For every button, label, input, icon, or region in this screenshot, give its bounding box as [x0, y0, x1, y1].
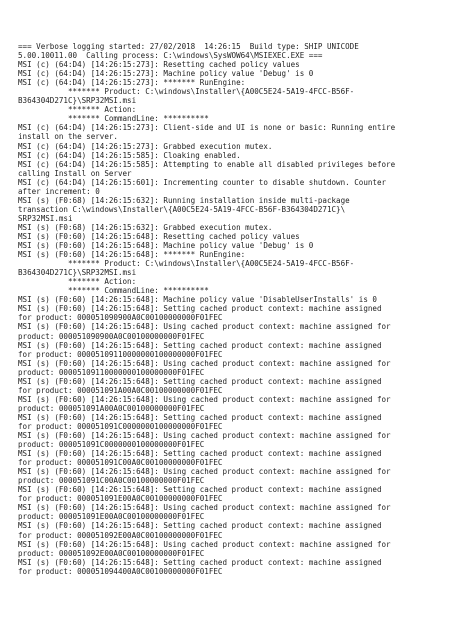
log-line: product: 000051091A00A0C00100000000F01FEC: [18, 403, 205, 413]
log-line: ******* CommandLine: **********: [18, 286, 209, 296]
log-line: MSI (s) (F0:60) [14:26:15:648]: Machine policy value 'DisableUserInstalls' is 0: [18, 295, 377, 305]
log-line: MSI (c) (64:D4) [14:26:15:273]: Grabbed execution mutex.: [18, 141, 273, 151]
log-line: MSI (s) (F0:60) [14:26:15:648]: Setting cached product context: machine assigned: [18, 376, 382, 386]
log-line: ******* CommandLine: **********: [18, 114, 209, 124]
log-line: MSI (c) (64:D4) [14:26:15:273]: Client-side and UI is none or basic: Running entire: [18, 123, 396, 133]
log-line: transaction C:\windows\Installer\{A00C5E24-5A19-4FCC-B56F-B364304D271C}\: [18, 204, 346, 214]
log-line: MSI (s) (F0:68) [14:26:15:632]: Grabbed execution mutex.: [18, 222, 273, 232]
log-line: MSI (s) (F0:60) [14:26:15:648]: Setting cached product context: machine assigned: [18, 340, 382, 350]
log-line: MSI (c) (64:D4) [14:26:15:601]: Incrementing counter to disable shutdown. Counter: [18, 177, 387, 187]
log-line: calling Install on Server: [18, 168, 132, 178]
log-line: === Verbose logging started: 27/02/2018 14:26:15 Build type: SHIP UNICODE: [18, 42, 359, 51]
log-line: MSI (s) (F0:60) [14:26:15:648]: Using cached product context: machine assigned for: [18, 539, 391, 549]
log-line: MSI (s) (F0:60) [14:26:15:648]: Using cached product context: machine assigned for: [18, 431, 391, 441]
log-line: MSI (c) (64:D4) [14:26:15:273]: ******* RunEngine:: [18, 78, 246, 88]
log-line: for product: 000051092E00A0C00100000000F01FEC: [18, 530, 223, 540]
log-line: ******* Product: C:\windows\Installer\{A00C5E24-5A19-4FCC-B56F-: [18, 259, 355, 269]
log-line: product: 000051091C0000000100000000F01FEC: [18, 440, 205, 450]
log-line: MSI (c) (64:D4) [14:26:15:585]: Cloaking enabled.: [18, 150, 241, 160]
log-line: install on the server.: [18, 132, 118, 142]
log-line: for product: 000051090900A0C00100000000F01FEC: [18, 313, 223, 323]
log-line: ******* Action:: [18, 105, 137, 115]
log-line: MSI (s) (F0:60) [14:26:15:648]: Using cached product context: machine assigned for: [18, 358, 391, 368]
verbose-log-text: [18, 42, 458, 576]
log-line: MSI (s) (F0:60) [14:26:15:648]: Using cached product context: machine assigned for: [18, 322, 391, 332]
log-line: for product: 000051094400A0C00100000000F01FEC: [18, 566, 223, 576]
log-line: 5.00.10011.00 Calling process: C:\windows\SysWOW64\MSIEXEC.EXE ===: [18, 51, 323, 61]
log-line: B364304D271C}\SRP32MSI.msi: [18, 96, 137, 106]
log-line: MSI (s) (F0:68) [14:26:15:632]: Running installation inside multi-package: [18, 195, 350, 205]
log-line: MSI (s) (F0:60) [14:26:15:648]: Using cached product context: machine assigned for: [18, 467, 391, 477]
log-line: for product: 000051091C0000000100000000F01FEC: [18, 421, 223, 431]
log-line: for product: 000051091A00A0C00100000000F01FEC: [18, 385, 223, 395]
log-line: MSI (s) (F0:60) [14:26:15:648]: Using cached product context: machine assigned for: [18, 503, 391, 513]
log-line: MSI (s) (F0:60) [14:26:15:648]: Setting cached product context: machine assigned: [18, 521, 382, 531]
log-line: MSI (s) (F0:60) [14:26:15:648]: Setting cached product context: machine assigned: [18, 449, 382, 459]
log-line: product: 000051090900A0C00100000000F01FEC: [18, 331, 205, 341]
log-line: MSI (s) (F0:60) [14:26:15:648]: ******* RunEngine:: [18, 250, 246, 260]
log-line: MSI (c) (64:D4) [14:26:15:273]: Resetting cached policy values: [18, 60, 300, 70]
log-line: MSI (s) (F0:60) [14:26:15:648]: Machine policy value 'Debug' is 0: [18, 241, 314, 251]
log-line: MSI (s) (F0:60) [14:26:15:648]: Setting cached product context: machine assigned: [18, 304, 382, 314]
log-line: product: 000051091C00A0C00100000000F01FEC: [18, 476, 205, 486]
log-line: MSI (c) (64:D4) [14:26:15:273]: Machine policy value 'Debug' is 0: [18, 69, 314, 79]
log-line: SRP32MSI.msi: [18, 213, 73, 223]
log-line: ******* Product: C:\windows\Installer\{A00C5E24-5A19-4FCC-B56F-: [18, 87, 355, 97]
log-line: MSI (s) (F0:60) [14:26:15:648]: Setting cached product context: machine assigned: [18, 412, 382, 422]
log-line: for product: 000051091E00A0C00100000000F01FEC: [18, 494, 223, 504]
log-line: product: 000051092E00A0C00100000000F01FEC: [18, 548, 205, 558]
log-line: MSI (s) (F0:60) [14:26:15:648]: Setting cached product context: machine assigned: [18, 485, 382, 495]
log-line: product: 000051091E00A0C00100000000F01FEC: [18, 512, 205, 522]
log-line: MSI (s) (F0:60) [14:26:15:648]: Using cached product context: machine assigned for: [18, 394, 391, 404]
log-line: after increment: 0: [18, 186, 100, 196]
log-line: MSI (c) (64:D4) [14:26:15:585]: Attempting to enable all disabled privileges before: [18, 159, 396, 169]
log-line: MSI (s) (F0:60) [14:26:15:648]: Resetting cached policy values: [18, 231, 300, 241]
log-line: product: 00005109110000000100000000F01FEC: [18, 367, 205, 377]
log-line: MSI (s) (F0:60) [14:26:15:648]: Setting cached product context: machine assigned: [18, 557, 382, 567]
log-line: for product: 000051091C00A0C00100000000F01FEC: [18, 458, 223, 468]
log-line: B364304D271C}\SRP32MSI.msi: [18, 268, 137, 278]
log-line: for product: 00005109110000000100000000F01FEC: [18, 349, 223, 359]
log-line: ******* Action:: [18, 277, 137, 287]
